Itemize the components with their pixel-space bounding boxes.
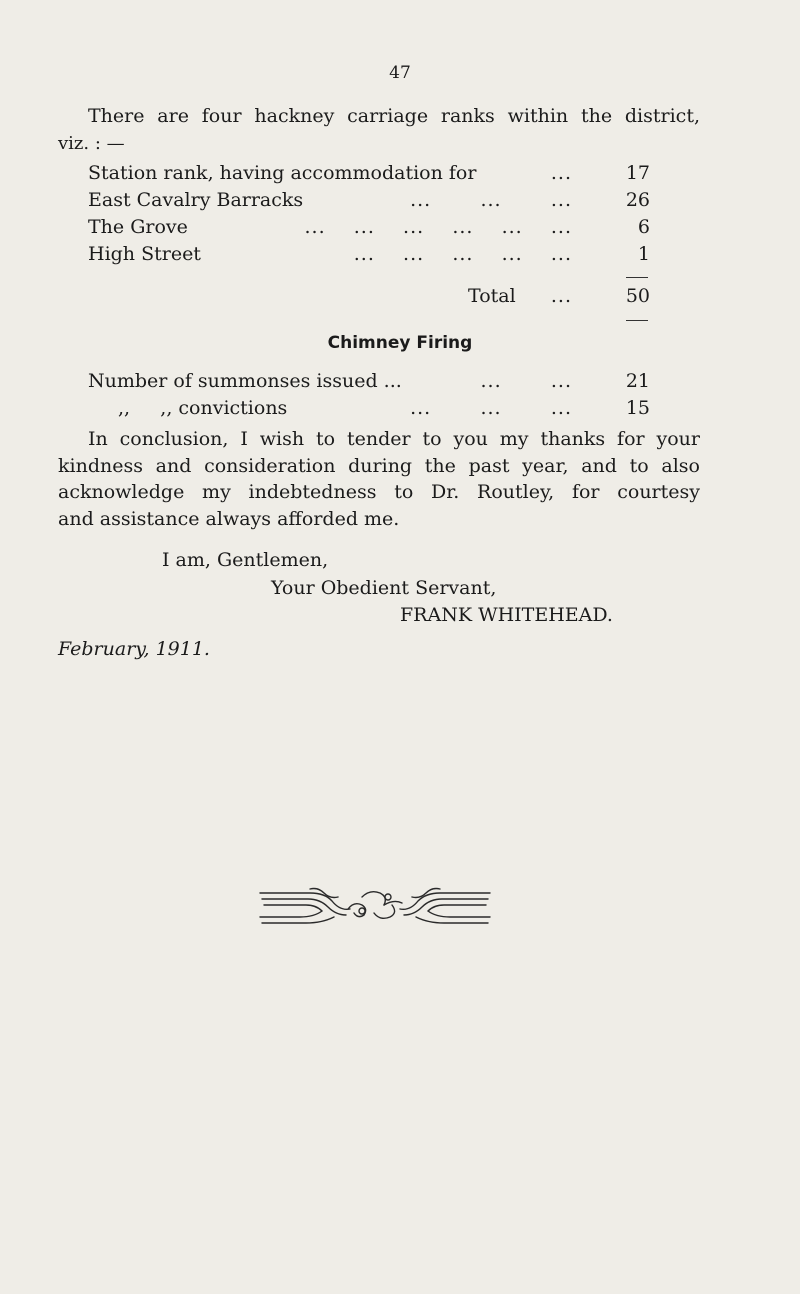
sum-rule-bottom: [626, 320, 648, 321]
rank-label: Station rank, having accommodation for: [88, 162, 477, 184]
summons-value: 15: [625, 397, 650, 419]
decorative-ornament-icon: [250, 883, 500, 931]
rank-row: [88, 160, 650, 187]
total-value: 50: [625, 285, 650, 307]
conclusion-line: In conclusion, I wish to tender to you my thanks for your: [88, 428, 700, 450]
document-date: February, 1911.: [58, 638, 210, 660]
total-row: [88, 283, 650, 310]
leader-dots: ... ... ... ... ...: [353, 243, 572, 265]
valediction: Your Obedient Servant,: [271, 577, 497, 599]
summons-row: [88, 368, 650, 395]
leader-dots: ...: [550, 162, 572, 184]
summons-label: ,, ,, convictions: [118, 397, 288, 419]
total-label: Total: [468, 285, 516, 307]
salutation: I am, Gentlemen,: [162, 549, 329, 571]
intro-line-1: There are four hackney carriage ranks within the district,: [88, 105, 700, 127]
summons-row: [88, 395, 650, 422]
rank-value: 6: [637, 216, 650, 238]
page-number: 47: [389, 63, 411, 83]
leader-dots: ...: [550, 285, 572, 307]
sum-rule-top: [626, 277, 648, 278]
rank-label: The Grove: [88, 216, 188, 238]
summons-value: 21: [625, 370, 650, 392]
leader-dots: ... ...: [480, 370, 572, 392]
leader-dots: ... ... ...: [410, 189, 572, 211]
signatory-name: FRANK WHITEHEAD.: [400, 604, 613, 626]
conclusion-line: and assistance always afforded me.: [58, 507, 400, 530]
leader-dots: ... ... ... ... ... ...: [304, 216, 572, 238]
conclusion-paragraph: [58, 426, 700, 532]
leader-dots: ... ... ...: [410, 397, 572, 419]
section-heading: Chimney Firing: [327, 333, 473, 353]
rank-row: [88, 187, 650, 214]
summons-label: Number of summonses issued ...: [88, 370, 402, 392]
rank-label: High Street: [88, 243, 201, 265]
rank-row: [88, 214, 650, 241]
rank-label: East Cavalry Barracks: [88, 189, 304, 211]
intro-paragraph: [58, 103, 700, 157]
rank-value: 26: [625, 189, 650, 211]
rank-row: [88, 241, 650, 268]
rank-value: 17: [625, 162, 650, 184]
rank-value: 1: [637, 243, 650, 265]
conclusion-line: acknowledge my indebtedness to Dr. Routley, for courtesy: [58, 481, 700, 503]
intro-line-2: viz. : —: [58, 133, 125, 154]
conclusion-line: kindness and consideration during the past year, and to also: [58, 454, 700, 477]
